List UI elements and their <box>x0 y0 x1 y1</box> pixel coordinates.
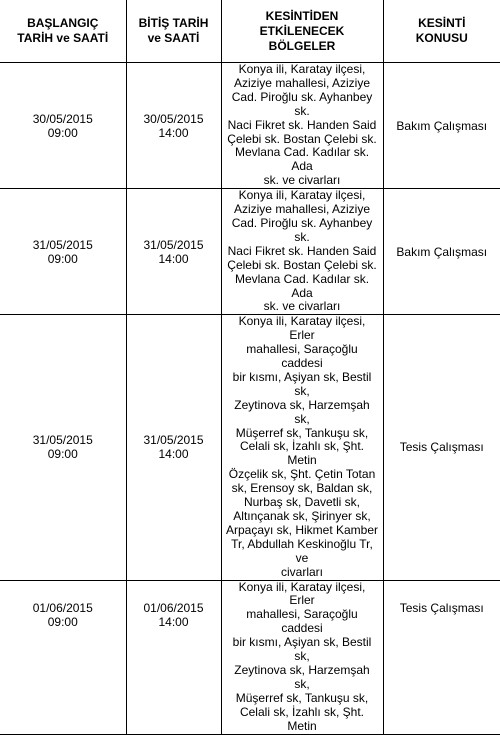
start-time: 09:00 <box>47 447 78 462</box>
outage-type-cell: Tesis Çalışması <box>383 580 500 734</box>
region-line: Zeytinova sk, Harzemşah sk, <box>234 397 370 426</box>
end-time: 14:00 <box>158 251 189 266</box>
region-line: Aziziye mahallesi, Aziziye <box>233 202 371 217</box>
region-line: mahallesi, Saraçoğlu caddesi <box>246 607 358 636</box>
region-line: Özçelik sk, Şht. Çetin Totan <box>228 467 376 482</box>
outage-type-cell: Tesis Çalışması <box>383 315 500 580</box>
region-line: Müşerref sk, Tankuşu sk, <box>235 425 369 440</box>
header-end-datetime <box>126 0 221 63</box>
region-line: Altınçanak sk, Şirinyer sk, <box>233 509 371 523</box>
regions-cell <box>221 63 383 189</box>
end-date: 01/06/2015 <box>143 600 204 615</box>
region-line: Zeytinova sk, Harzemşah sk, <box>234 662 370 691</box>
end-date: 30/05/2015 <box>143 111 204 126</box>
header-start-datetime <box>0 0 126 63</box>
region-line: Celali sk, İzahlı sk, Şht. Metin <box>239 704 365 733</box>
end-date: 31/05/2015 <box>143 237 204 252</box>
region-line: Naci Fikret sk. Handen Said <box>227 117 377 132</box>
start-time: 09:00 <box>47 251 78 266</box>
outage-type-cell: Bakım Çalışması <box>383 189 500 315</box>
region-line: sk. ve civarları <box>263 173 341 188</box>
start-date: 31/05/2015 <box>32 237 93 252</box>
region-line: civarları <box>280 564 323 579</box>
header-line: ve SAATİ <box>147 31 200 45</box>
region-line: Müşerref sk, Tankuşu sk, <box>235 690 369 705</box>
start-datetime-cell <box>0 63 126 189</box>
end-date: 31/05/2015 <box>143 433 204 448</box>
region-line: Konya ili, Karatay ilçesi, Erler <box>238 579 366 608</box>
regions-cell <box>221 580 383 734</box>
region-line: Mevlana Cad. Kadılar sk. Ada <box>234 271 370 300</box>
header-outage-type <box>383 0 500 63</box>
region-line: Çelebi sk. Bostan Çelebi sk. <box>227 131 377 146</box>
outage-type-cell: Bakım Çalışması <box>383 63 500 189</box>
end-datetime-cell <box>126 315 221 580</box>
table-row <box>0 315 500 580</box>
region-line: Tr, Abdullah Keskinoğlu Tr, ve <box>231 536 373 565</box>
table-row <box>0 580 500 734</box>
start-datetime-cell <box>0 580 126 734</box>
start-datetime-cell <box>0 189 126 315</box>
end-datetime-cell <box>126 63 221 189</box>
region-line: sk. ve civarları <box>263 299 341 314</box>
region-line: Mevlana Cad. Kadılar sk. Ada <box>234 145 370 174</box>
region-line: Cad. Piroğlu sk. Ayhanbey sk. <box>231 89 373 118</box>
region-line: Aziziye mahallesi, Aziziye <box>233 75 371 90</box>
header-line: BİTİŞ TARİH <box>138 16 209 30</box>
start-date: 30/05/2015 <box>32 111 93 126</box>
region-line: Nurbaş sk, Davetli sk, <box>243 495 361 510</box>
region-line: Konya ili, Karatay ilçesi, <box>238 188 366 203</box>
region-line: sk, Erensoy sk, Baldan sk, <box>231 481 373 496</box>
region-line: Cad. Piroğlu sk. Ayhanbey sk. <box>231 215 373 244</box>
start-date: 01/06/2015 <box>32 600 93 615</box>
end-time: 14:00 <box>158 125 189 140</box>
header-row <box>0 0 500 63</box>
header-line: BÖLGELER <box>268 38 336 53</box>
region-line: Celali sk, İzahlı sk, Şht. Metin <box>239 439 365 468</box>
start-datetime-cell <box>0 315 126 580</box>
header-line: KONUSU <box>415 31 468 45</box>
header-affected-regions <box>221 0 383 63</box>
regions-cell <box>221 189 383 315</box>
region-line: Konya ili, Karatay ilçesi, Erler <box>238 314 366 343</box>
start-date: 31/05/2015 <box>32 433 93 448</box>
start-time: 09:00 <box>47 125 78 140</box>
end-time: 14:00 <box>158 447 189 462</box>
header-line: KESİNTİ <box>418 16 466 30</box>
table-row <box>0 189 500 315</box>
end-datetime-cell <box>126 580 221 734</box>
region-line: Çelebi sk. Bostan Çelebi sk. <box>227 257 377 272</box>
regions-cell <box>221 315 383 580</box>
table-header <box>0 0 500 63</box>
end-time: 14:00 <box>158 614 189 629</box>
table-body <box>0 63 500 735</box>
header-line: KESİNTİDEN ETKİLENECEK <box>259 8 345 38</box>
region-line: mahallesi, Saraçoğlu caddesi <box>246 342 358 371</box>
region-line: Konya ili, Karatay ilçesi, <box>238 62 366 76</box>
region-line: Naci Fikret sk. Handen Said <box>227 243 377 258</box>
start-time: 09:00 <box>47 614 78 629</box>
end-datetime-cell <box>126 189 221 315</box>
region-line: Arpaçayı sk, Hikmet Kamber <box>225 522 379 537</box>
header-line: TARİH ve SAATİ <box>17 31 109 45</box>
region-line: bir kısmı, Aşiyan sk, Bestil sk, <box>232 369 372 398</box>
table-row <box>0 63 500 189</box>
region-line: bir kısmı, Aşiyan sk, Bestil sk, <box>232 635 372 664</box>
header-line: BAŞLANGIÇ <box>27 16 99 30</box>
